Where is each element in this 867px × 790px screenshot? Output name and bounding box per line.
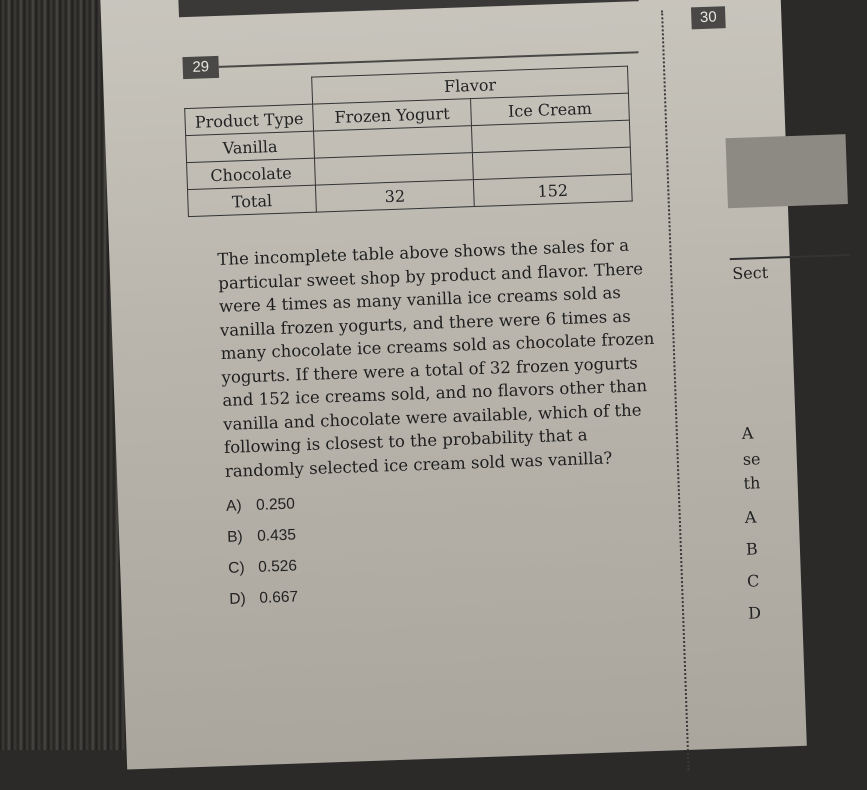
choice-value: 0.526: [257, 557, 298, 576]
column-header: Ice Cream: [471, 93, 630, 125]
figure-fragment: [726, 134, 848, 208]
choice-letter: A): [225, 497, 242, 515]
fragment-text: A: [741, 423, 754, 443]
table-cell: Vanilla: [186, 131, 315, 162]
flavor-header: Flavor: [312, 66, 629, 104]
fragment-text: A: [744, 507, 757, 527]
question-header-rule: [219, 51, 639, 68]
question-text: The incomplete table above shows the sales for a particular sweet shop by product and flavor. There were 4 times as many vanilla ice creams sold as vanilla frozen yogurts, and there were 6 times as many chocolate ice creams sold as chocolate frozen yogurts. If there were a total of 32 frozen yogurts and 152 ice creams sold, and no flavors other than vanilla and chocolate were available, which of the following is closest to the probability that a randomly selected ice cream sold was vanilla?: [217, 235, 655, 481]
fragment-text: C: [746, 571, 760, 591]
column-header: Product Type: [185, 104, 314, 135]
fragment-text: th: [743, 473, 761, 493]
choice-value: 0.250: [255, 495, 296, 514]
table-cell: 32: [315, 180, 474, 212]
column-divider: [661, 10, 690, 770]
fragment-text: se: [742, 449, 761, 469]
section-rule: [730, 254, 850, 260]
next-question-number-badge: 30: [691, 6, 726, 29]
choice-letter: C): [227, 559, 245, 577]
choice-letter: B): [226, 528, 243, 546]
header-bar: [178, 0, 639, 17]
question-number-badge: 29: [182, 56, 219, 79]
question-block: [217, 233, 670, 615]
book-page: [100, 0, 807, 770]
sales-table: [183, 66, 632, 217]
fragment-text: D: [747, 603, 762, 623]
fragment-text: B: [745, 539, 759, 559]
column-header: Frozen Yogurt: [313, 99, 472, 131]
table-cell: Total: [188, 185, 317, 216]
choice-letter: D): [229, 590, 246, 608]
choice-value: 0.667: [259, 588, 299, 607]
next-page-column: [700, 0, 847, 749]
fragment-text: Sect: [731, 262, 769, 284]
choice-value: 0.435: [256, 526, 297, 545]
table-cell: Chocolate: [187, 158, 316, 189]
table-cell: 152: [473, 174, 632, 206]
